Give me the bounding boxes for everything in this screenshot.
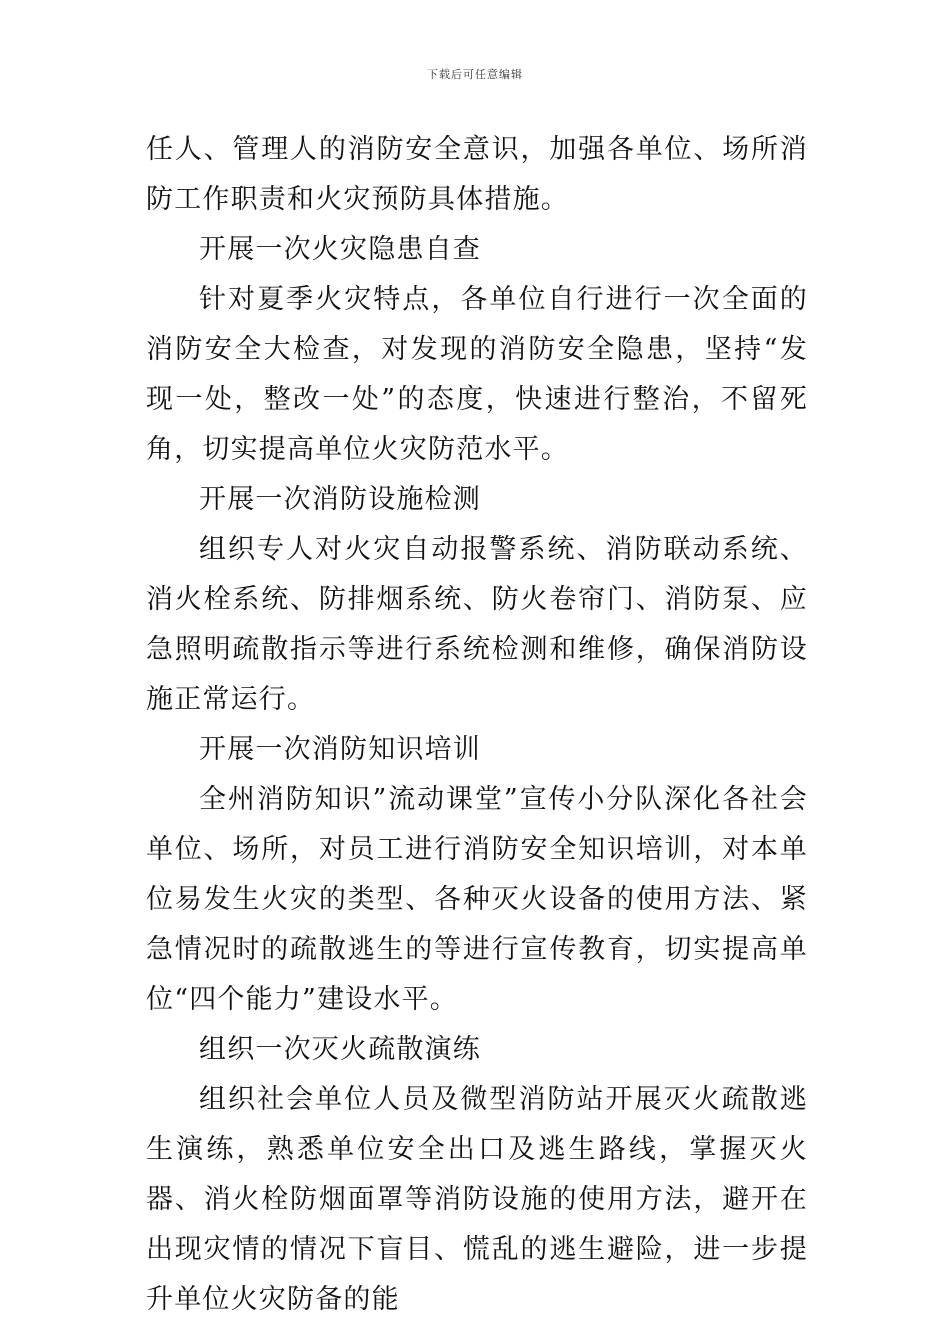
section-heading-hazard-check: 开展一次火灾隐患自查: [199, 234, 481, 265]
section-heading-evacuation-drill: 组织一次灭火疏散演练: [199, 1034, 481, 1065]
paragraph-hazard-check: 针对夏季火灾特点，各单位自行进行一次全面的消防安全大检查，对发现的消防安全隐患，坚持“发现一处，整改一处”的态度，快速进行整治，不留死角，切实提高单位火灾防范水平。: [146, 284, 808, 465]
paragraph-evacuation-drill: 组织社会单位人员及微型消防站开展灭火疏散逃生演练，熟悉单位安全出口及逃生路线，掌握灭火器、消火栓防烟面罩等消防设施的使用方法，避开在出现灾情的情况下盲目、慌乱的逃生避险，进一步提升单位火灾防备的能: [146, 1084, 808, 1315]
section-heading-knowledge-training: 开展一次消防知识培训: [199, 734, 481, 765]
paragraph-1: 任人、管理人的消防安全意识，加强各单位、场所消防工作职责和火灾预防具体措施。: [146, 134, 808, 215]
document-body: [146, 125, 808, 1325]
page-header: 下载后可任意编辑: [427, 68, 523, 81]
paragraph-knowledge-training: 全州消防知识”流动课堂”宣传小分队深化各社会单位、场所，对员工进行消防安全知识培训，对本单位易发生火灾的类型、各种灭火设备的使用方法、紧急情况时的疏散逃生的等进行宣传教育，切实提高单位“四个能力”建设水平。: [146, 784, 808, 1015]
paragraph-facility-inspection: 组织专人对火灾自动报警系统、消防联动系统、消火栓系统、防排烟系统、防火卷帘门、消防泵、应急照明疏散指示等进行系统检测和维修，确保消防设施正常运行。: [146, 534, 808, 715]
section-heading-facility-inspection: 开展一次消防设施检测: [199, 484, 481, 515]
